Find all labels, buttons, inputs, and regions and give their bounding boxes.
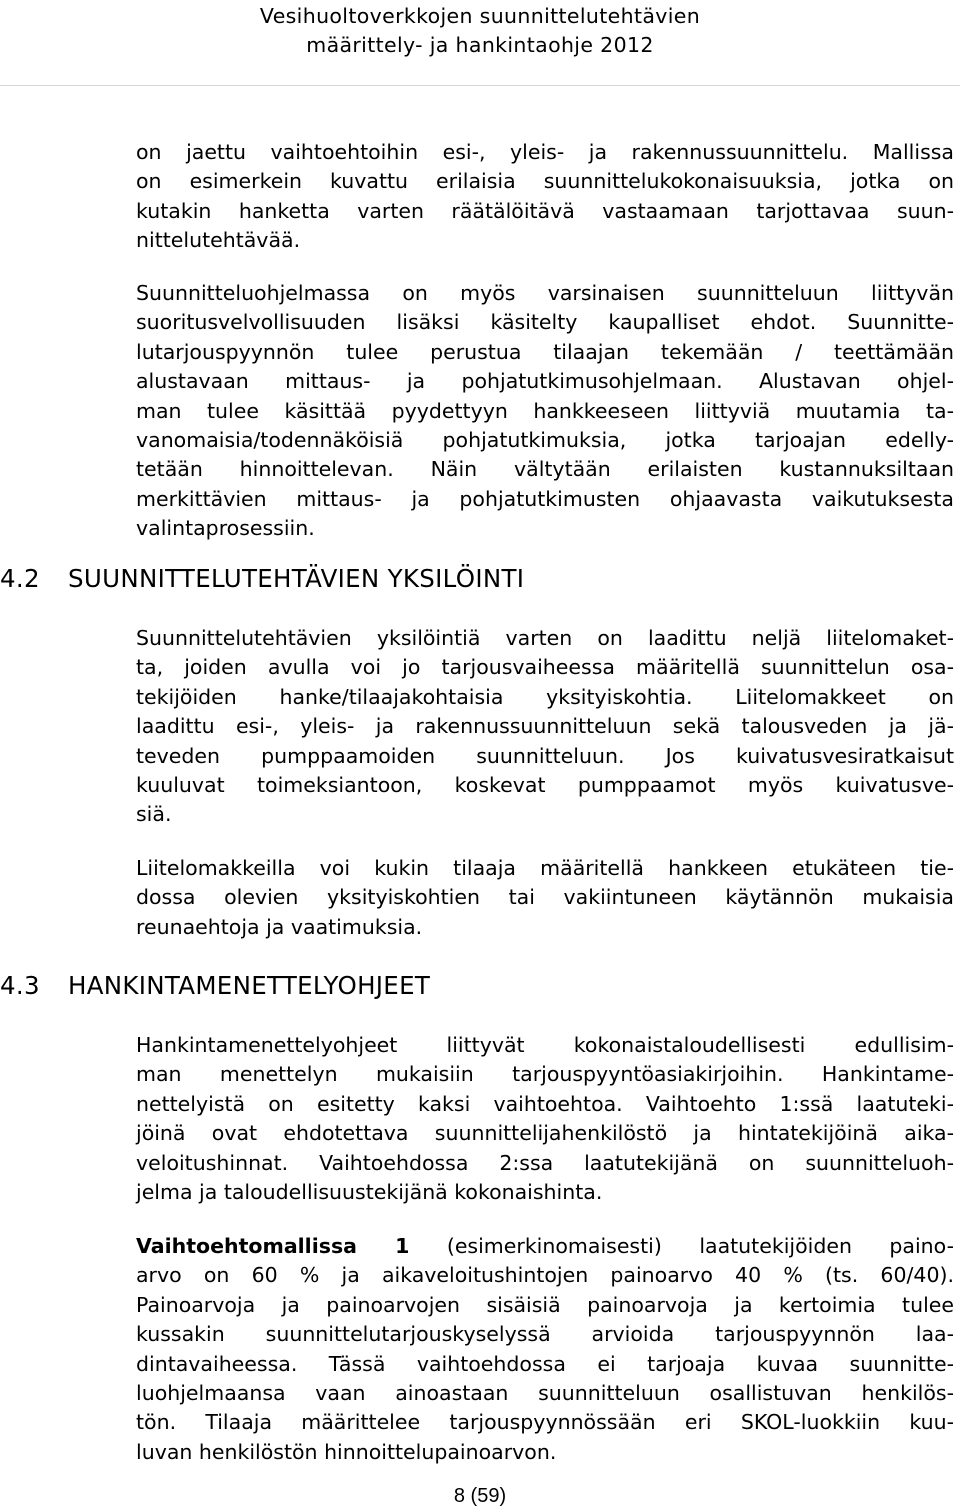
text-line: tekijöiden hanke/tilaajakohtaisia yksityiskohtia. Liitelomakkeet on: [136, 684, 954, 709]
text-line: siä.: [136, 802, 172, 827]
paragraph-5: [136, 1031, 954, 1207]
section-title-4-2: SUUNNITTELUTEHTÄVIEN YKSILÖINTI: [68, 564, 525, 593]
text-line: jelma ja taloudellisuustekijänä kokonaishinta.: [136, 1179, 603, 1204]
section-title-4-3: HANKINTAMENETTELYOHJEET: [68, 971, 431, 1000]
text-line: Liitelomakkeilla voi kukin tilaaja määritellä hankkeen etukäteen tie-: [136, 856, 954, 880]
text-line: on esimerkein kuvattu erilaisia suunnittelukokonaisuuksia, jotka on: [136, 169, 954, 194]
page-header: [0, 2, 960, 60]
text-line: nettelyistä on esitetty kaksi vaihtoehtoa. Vaihtoehto 1:ssä laatuteki-: [136, 1091, 954, 1116]
text-line: Painoarvoja ja painoarvojen sisäisiä painoarvoja ja kertoimia tulee: [136, 1292, 954, 1317]
text-line: Suunnitteluohjelmassa on myös varsinaisen suunnitteluun liittyvän: [136, 281, 954, 305]
text-line: tetään hinnoittelevan. Näin vältytään erilaisten kustannuksiltaan: [136, 457, 954, 482]
text-line: luohjelmaansa vaan ainoastaan suunnitteluun osallistuvan henkilös-: [136, 1380, 954, 1405]
paragraph-6: [136, 1232, 954, 1467]
section-number-4-3: 4.3: [0, 971, 40, 1000]
text-line: arvo on 60 % ja aikaveloitushintojen painoarvo 40 % (ts. 60/40).: [136, 1263, 954, 1288]
text-line: merkittävien mittaus- ja pohjatutkimusten ohjaavasta vaikutuksesta: [136, 486, 954, 511]
paragraph-2: [136, 279, 954, 544]
page-number: 8 (59): [453, 1485, 507, 1507]
text-line: dossa olevien yksityiskohtien tai vakiintuneen käytännön mukaisia: [136, 885, 954, 910]
text-line: on jaettu vaihtoehtoihin esi-, yleis- ja rakennussuunnittelu. Mallissa: [136, 140, 954, 164]
text-line: man tulee käsittää pyydettyyn hankkeeseen liittyviä muutamia ta-: [136, 398, 954, 423]
text-line: suoritusvelvollisuuden lisäksi käsitelty kaupalliset ehdot. Suunnitte-: [136, 310, 954, 335]
header-divider: [0, 85, 960, 86]
text-line: kussakin suunnittelutarjouskyselyssä arvioida tarjouspyynnön laa-: [136, 1322, 954, 1347]
text-line: kuuluvat toimeksiantoon, koskevat pumppaamot myös kuivatusve-: [136, 772, 954, 797]
text-line: Suunnittelutehtävien yksilöintiä varten on laadittu neljä liitelomaket-: [136, 626, 954, 650]
text-line: man menettelyn mukaisiin tarjouspyyntöasiakirjoihin. Hankintame-: [136, 1062, 954, 1087]
paragraph-3: [136, 624, 954, 830]
header-line-1: Vesihuoltoverkkojen suunnittelutehtävien: [259, 4, 701, 28]
text-line: dintavaiheessa. Tässä vaihtoehdossa ei tarjoaja kuvaa suunnitte-: [136, 1351, 954, 1376]
text-line: nittelutehtävää.: [136, 228, 301, 253]
text-line: reunaehtoja ja vaatimuksia.: [136, 914, 423, 939]
text-line: ta, joiden avulla voi jo tarjousvaiheessa määritellä suunnittelun osa-: [136, 655, 954, 680]
text-line: laadittu esi-, yleis- ja rakennussuunnitteluun sekä talousveden ja jä-: [136, 714, 954, 739]
text-line: valintaprosessiin.: [136, 516, 315, 541]
text-line: [136, 1232, 954, 1261]
paragraph-4: [136, 854, 954, 942]
text-line: Hankintamenettelyohjeet liittyvät kokonaistaloudellisesti edullisim-: [136, 1033, 954, 1057]
text-line: alustavaan mittaus- ja pohjatutkimusohjelmaan. Alustavan ohjel-: [136, 369, 954, 394]
text-line: veloitushinnat. Vaihtoehdossa 2:ssa laatutekijänä on suunnitteluoh-: [136, 1150, 954, 1175]
text-line: kutakin hanketta varten räätälöitävä vastaamaan tarjottavaa suun-: [136, 198, 954, 223]
header-line-2: määrittely- ja hankintaohje 2012: [306, 33, 654, 57]
text-line: lutarjouspyynnön tulee perustua tilaajan tekemään / teettämään: [136, 339, 954, 364]
text-line: teveden pumppaamoiden suunnitteluun. Jos kuivatusvesiratkaisut: [136, 743, 954, 768]
text-line: vanomaisia/todennäköisiä pohjatutkimuksia, jotka tarjoajan edelly-: [136, 427, 954, 452]
text-line: tön. Tilaaja määrittelee tarjouspyynnössään eri SKOL-luokkiin kuu-: [136, 1410, 954, 1435]
text-line: luvan henkilöstön hinnoittelupainoarvon.: [136, 1439, 557, 1464]
section-number: 4.2: [0, 564, 40, 593]
text-line: jöinä ovat ehdotettava suunnittelijahenkilöstö ja hintatekijöinä aika-: [136, 1121, 954, 1146]
text-run: (esimerkinomaisesti) laatutekijöiden paino-: [409, 1234, 954, 1258]
paragraph-1: [136, 138, 954, 256]
bold-lead: Vaihtoehtomallissa 1: [136, 1234, 410, 1258]
